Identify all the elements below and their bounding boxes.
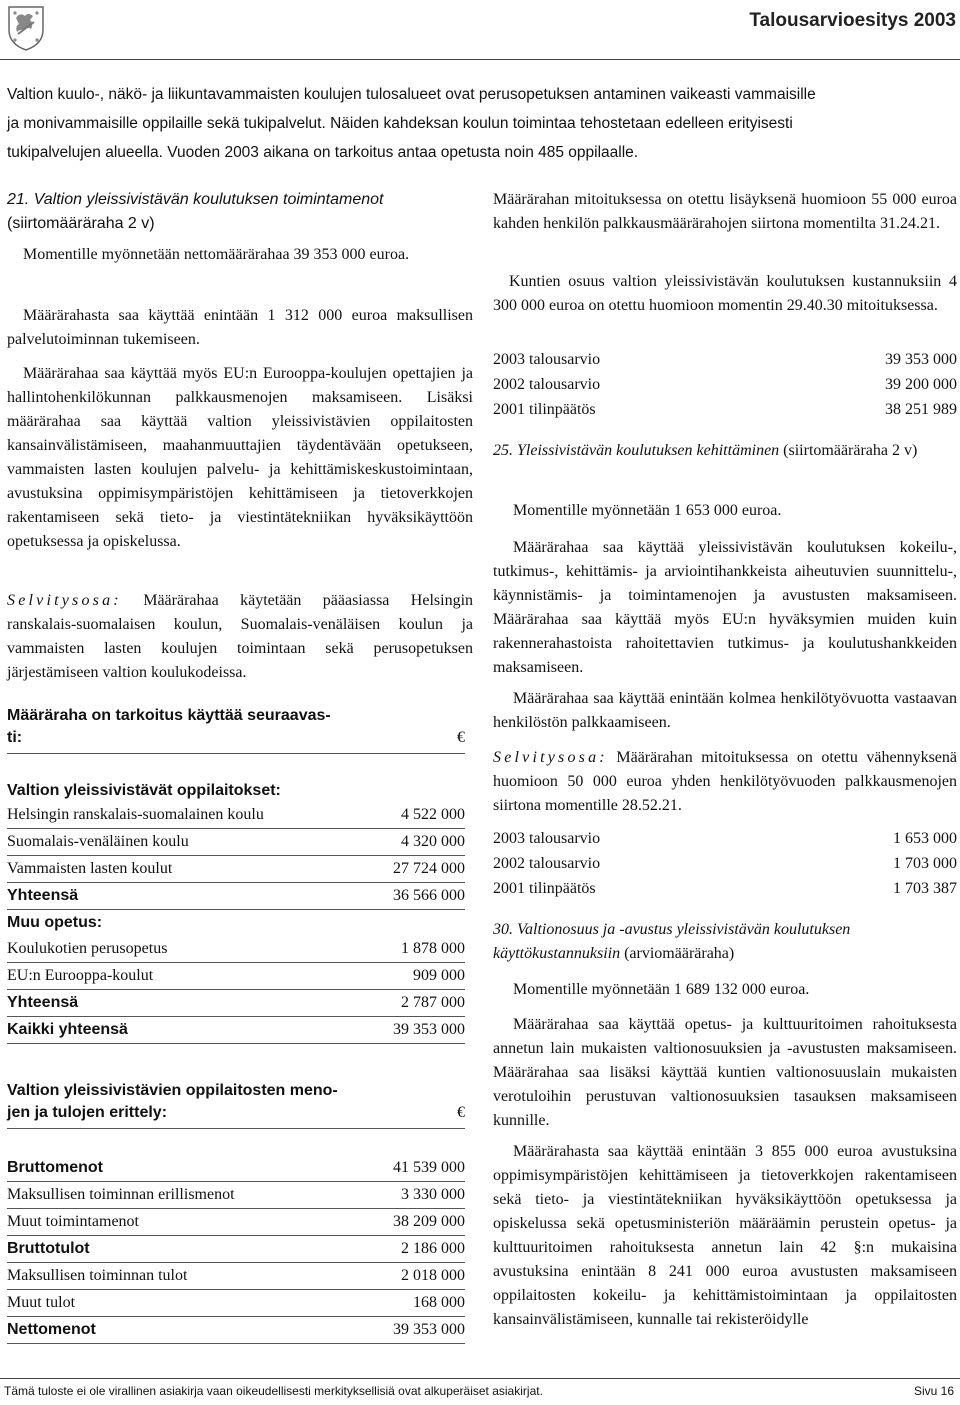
s21-paragraph-1: Momentille myönnetään nettomäärärahaa 39 353 000 euroa. [23,246,410,263]
group-rows [7,936,465,990]
explanation-label: Selvitysosa: [493,749,608,766]
s25-paragraph-3: Määrärahaa saa käyttää enintään kolmea henkilötyövuotta vastaavan henkilöstön palkkaamiseen. [493,690,957,731]
subtotal-row [7,990,465,1017]
table-row [493,347,957,372]
footer-disclaimer: Tämä tuloste ei ole virallinen asiakirja vaan oikeudellisesti merkityksellisiä ovat alkuperäiset asiakirjat. [4,1384,543,1398]
row-value: 1 703 387 [893,880,957,897]
table-heading-line: Määräraha on tarkoitus käyttää seuraavas- [7,707,331,724]
row-value: 909 000 [413,967,465,984]
row-label: 2002 talousarvio [493,376,601,393]
row-label: Nettomenot [7,1321,96,1338]
row-label: EU:n Eurooppa-koulut [7,967,154,984]
row-value: 39 353 000 [393,1021,465,1038]
table-row [7,1209,465,1236]
table-heading [7,705,465,754]
row-value: 41 539 000 [393,1159,465,1176]
row-label: 2001 tilinpäätös [493,401,596,418]
s21-paragraph-3: Määrärahaa saa käyttää myös EU:n Eurooppa-koulujen opettajien ja hallintohenkilökunnan palkkausmenojen maksamiseen. Lisäksi määrärahaa saa käyttää valtion yleissivistävien oppilaitosten kansainvälistämiseen, maahanmuuttajien täydentävään opetukseen, vammaisten lasten koulujen palvelu- ja kehittämiskeskustoimintaan, avustuksina oppimisympäristöjen kehittämiseen ja tietoverkkojen rakentamiseen sekä tieto- ja viestintätekniikan hyväksikäyttöön opetuksessa ja opiskelussa. [7,365,473,550]
row-value: 38 209 000 [393,1213,465,1230]
row-value: 4 522 000 [401,806,465,823]
s21-paragraph-2: Määrärahasta saa käyttää enintään 1 312 000 euroa maksullisen palvelutoiminnan tukemiseen. [7,307,473,348]
table-row [7,963,465,990]
section-30-heading [493,918,957,966]
coat-of-arms-icon [6,4,46,52]
table-row [7,1263,465,1290]
right-paragraph-2: Kuntien osuus valtion yleissivistävän koulutuksen kustannuksiin 4 300 000 euroa on otettu huomioon momentin 29.40.30 mitoituksessa. [493,273,957,314]
group-rows [7,802,465,883]
row-value: 168 000 [413,1294,465,1311]
row-value: 2 018 000 [401,1267,465,1284]
section-subtitle: (siirtomääräraha 2 v) [783,442,918,459]
row-value: 1 878 000 [401,940,465,957]
explanation-label: Selvitysosa: [7,592,122,609]
table-row [493,876,957,901]
table-row [7,802,465,829]
s25-paragraph-2: Määrärahaa saa käyttää yleissivistävän koulutuksen kokeilu-, tutkimus-, kehittämis- ja arviointihankkeista aiheutuvien suunnittelu-, käynnistämis- ja toimintamenojen ja avustusten maksamiseen. Määrärahaa saa käyttää myös EU:n hyväksymien muiden kuin rakennerahastoista rahoitettavien tutkimus- ja koulutushankkeiden maksamiseen. [493,539,957,676]
budget-figures-21 [493,347,957,422]
group-label: Muu opetus: [7,914,103,931]
row-label: Suomalais-venäläinen koulu [7,833,189,850]
budget-figures-25 [493,826,957,901]
row-value: 4 320 000 [401,833,465,850]
s30-paragraph-1: Momentille myönnetään 1 689 132 000 euroa. [513,981,810,998]
table-row [493,372,957,397]
row-value: 1 703 000 [893,855,957,872]
s21-explanation [7,589,473,685]
section-title: 25. Yleissivistävän koulutuksen kehittäminen [493,442,780,459]
section-subtitle: (arviomääräraha) [624,945,735,962]
expense-rows [7,1155,465,1344]
row-value: 2 186 000 [401,1240,465,1257]
intro-line: ja monivammaisille oppilaille sekä tukipalvelut. Näiden kahdeksan koulun toimintaa tehostetaan edelleen erityisesti [7,115,793,132]
table-row [7,1317,465,1344]
euro-unit: € [457,729,465,746]
table-row [493,397,957,422]
table-row [493,851,957,876]
row-label: Bruttotulot [7,1240,90,1257]
s30-paragraph-2: Määrärahaa saa käyttää opetus- ja kulttuuritoimen rahoituksesta annetun lain mukaisten valtionosuuksien ja -avustusten maksamiseen. Määrärahaa saa lisäksi käyttää kuntien valtionosuuslain mukaisten verotuloihin perustuvan valtionosuuksien tasauksen maksamiseen kunnille. [493,1016,957,1129]
table-row [7,1155,465,1182]
row-label: Muut tulot [7,1294,76,1311]
table-row [7,1290,465,1317]
section-title: 21. Valtion yleissivistävän koulutuksen toimintamenot [7,191,384,208]
row-label: Yhteensä [7,887,79,904]
intro-line: Valtion kuulo-, näkö- ja liikuntavammaisten koulujen tulosalueet ovat perusopetuksen antaminen vaikeasti vammaisille [7,86,816,103]
row-value: 36 566 000 [393,887,465,904]
row-label: Kaikki yhteensä [7,1021,128,1038]
row-label: Koulukotien perusopetus [7,940,168,957]
row-label: Helsingin ranskalais-suomalainen koulu [7,806,264,823]
s25-explanation [493,746,957,818]
expense-income-table [7,1080,465,1344]
table-row [7,829,465,856]
row-label: 2002 talousarvio [493,855,601,872]
section-title: 30. Valtionosuus ja -avustus yleissivistävän koulutuksen käyttökustannuksiin [493,921,851,962]
euro-unit: € [457,1104,465,1121]
intro-paragraph [7,80,957,167]
section-21-heading [7,188,473,236]
row-value: 2 787 000 [401,994,465,1011]
header-rule [0,59,960,60]
intro-line: tukipalvelujen alueella. Vuoden 2003 aikana on tarkoitus antaa opetusta noin 485 oppilaalle. [7,144,639,161]
row-value: 39 200 000 [885,376,957,393]
page-header [0,0,960,60]
row-value: 1 653 000 [893,830,957,847]
row-label: Yhteensä [7,994,79,1011]
grand-total-row [7,1017,465,1044]
row-label: Vammaisten lasten koulut [7,860,173,877]
table-row [7,936,465,963]
table-row [7,1182,465,1209]
table-heading-line: Valtion yleissivistävien oppilaitosten meno- [7,1082,338,1099]
row-label: Muut toimintamenot [7,1213,139,1230]
row-label: Bruttomenot [7,1159,103,1176]
subtotal-row [7,883,465,910]
table-row [7,1236,465,1263]
row-label: 2003 talousarvio [493,351,601,368]
row-label: Maksullisen toiminnan tulot [7,1267,188,1284]
s30-paragraph-3: Määrärahasta saa käyttää enintään 3 855 000 euroa avustuksina oppimisympäristöjen kehittämiseen ja tietoverkkojen rakentamiseen sekä tieto- ja viestintätekniikan hyväksikäyttöön opetuksessa ja opiskelussa sekä opetusministeriön määräämin perustein opetus- ja kulttuuritoimen rahoituksesta annetun lain 42 §:n mukaisina avustuksina enintään 8 241 000 euroa avustusten maksamiseen oppilaitosten kokeilu- ja kehittämistoimintaan ja oppilaitosten kansainvälistämiseen, kunnalle tai rekisteröidylle [493,1143,957,1328]
row-label: 2003 talousarvio [493,830,601,847]
explanation-text: Määrärahaa käytetään pääasiassa Helsingin ranskalais-suomalaisen koulun, Suomalais-venäläisen koulun ja vammaisten lasten koulujen toimintaan sekä perusopetuksen järjestämiseen valtion koulukodeissa. [7,592,474,681]
section-subtitle: (siirtomääräraha 2 v) [7,215,155,232]
row-value: 3 330 000 [401,1186,465,1203]
row-value: 39 353 000 [885,351,957,368]
allocation-table [7,705,465,1044]
row-value: 39 353 000 [393,1321,465,1338]
s25-paragraph-1: Momentille myönnetään 1 653 000 euroa. [513,502,782,519]
explanation-text: Määrärahan mitoituksessa on otettu vähennyksenä huomioon 50 000 euroa yhden henkilötyövuoden palkkausmenojen siirtona momentille 28.52.21. [493,749,958,814]
table-heading-line: jen ja tulojen erittely: [7,1104,168,1121]
document-title: Talousarvioesitys 2003 [749,10,956,31]
row-value: 38 251 989 [885,401,957,418]
row-label: Maksullisen toiminnan erillismenot [7,1186,235,1203]
table-row [493,826,957,851]
table-row [7,856,465,883]
row-value: 27 724 000 [393,860,465,877]
table-heading-line: ti: [7,729,23,746]
footer-rule [0,1378,960,1379]
group-label: Valtion yleissivistävät oppilaitokset: [7,782,281,799]
table-heading [7,1080,465,1129]
page-number: Sivu 16 [913,1384,954,1398]
section-25-heading [493,439,957,463]
right-paragraph-1: Määrärahan mitoituksessa on otettu lisäyksenä huomioon 55 000 euroa kahden henkilön palkkausmäärärahojen siirtona momentilta 31.24.21. [493,191,957,232]
row-label: 2001 tilinpäätös [493,880,596,897]
